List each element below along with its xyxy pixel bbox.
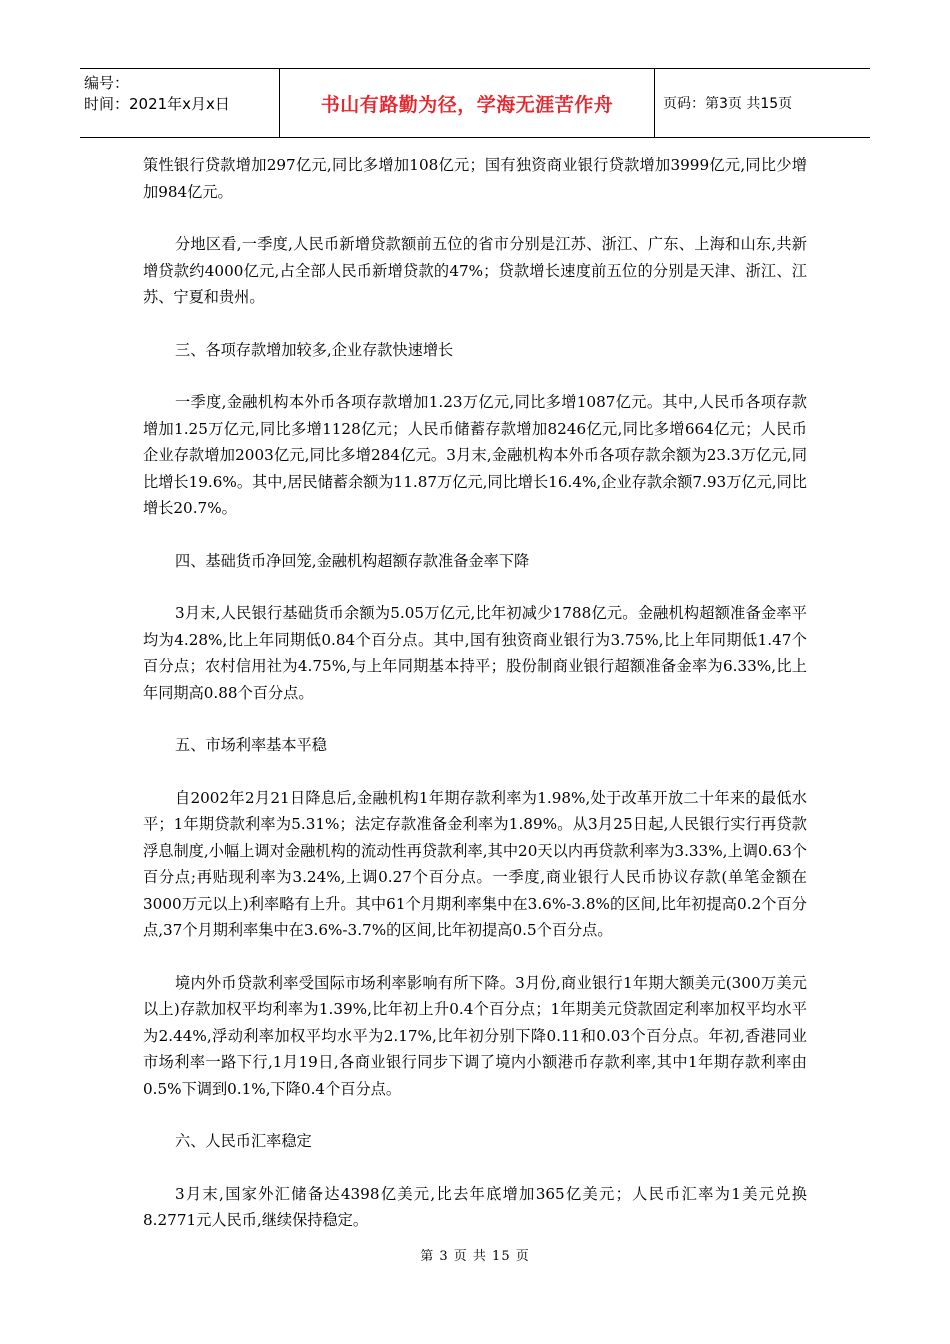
paragraph-exchange-rate: 3月末,国家外汇储备达4398亿美元,比去年底增加365亿美元；人民币汇率为1美元兑换8.2771元人民币,继续保持稳定。 xyxy=(143,1184,807,1229)
page-footer: 第 3 页 共 15 页 xyxy=(420,1249,530,1264)
paragraph-regional-loans: 分地区看,一季度,人民币新增贷款额前五位的省市分别是江苏、浙江、广东、上海和山东,共新增贷款约4000亿元,占全部人民币新增贷款的47%；贷款增长速度前五位的分别是天津、浙江、江苏、宁夏和贵州。 xyxy=(143,235,807,306)
section-heading-deposits: 三、各项存款增加较多,企业存款快速增长 xyxy=(175,340,454,359)
header-meta xyxy=(80,69,280,137)
paragraph-continued: 策性银行贷款增加297亿元,同比多增加108亿元；国有独资商业银行贷款增加3999亿元,同比少增加984亿元。 xyxy=(143,156,807,201)
paragraph-interest-rates: 自2002年2月21日降息后,金融机构1年期存款利率为1.98%,处于改革开放二十年来的最低水平；1年期贷款利率为5.31%；法定存款准备金利率为1.89%。从3月25日起,人民银行实行再贷款浮息制度,小幅上调对金融机构的流动性再贷款利率,其中20天以内再贷款利率为3.33%,上调0.63个百分点;再贴现利率为3.24%,上调0.27个百分点。一季度,商业银行人民币协议存款(单笔金额在3000万元以上)利率略有上升。其中61个月期利率集中在3.6%-3.8%的区间,比年初提高0.2个百分点,37个月期利率集中在3.6%-3.7%的区间,比年初提高0.5个百分点。 xyxy=(143,788,807,939)
section-heading-interest-rates: 五、市场利率基本平稳 xyxy=(175,736,327,754)
document-body xyxy=(143,152,807,1260)
section-heading-exchange-rate: 六、人民币汇率稳定 xyxy=(175,1132,312,1150)
header-page-info: 页码：第3页 共15页 xyxy=(663,96,793,112)
section-heading-base-money: 四、基础货币净回笼,金融机构超额存款准备金率下降 xyxy=(175,551,530,570)
header-number-label: 编号： xyxy=(84,74,130,92)
paragraph-base-money: 3月末,人民银行基础货币余额为5.05万亿元,比年初减少1788亿元。金融机构超额准备金率平均为4.28%,比上年同期低0.84个百分点。其中,国有独资商业银行为3.75%,比上年同期低1.47个百分点；农村信用社为4.75%,与上年同期基本持平；股份制商业银行超额准备金率为6.33%,比上年同期高0.88个百分点。 xyxy=(143,604,807,702)
header-motto: 书山有路勤为径，学海无涯苦作舟 xyxy=(280,69,655,137)
page-header xyxy=(80,68,870,138)
paragraph-foreign-currency-rates: 境内外币贷款利率受国际市场利率影响有所下降。3月份,商业银行1年期大额美元(300万美元以上)存款加权平均利率为1.39%,比年初上升0.4个百分点；1年期美元贷款固定利率加权平均水平为2.44%,浮动利率加权平均水平为2.17%,比年初分别下降0.11和0.03个百分点。年初,香港同业市场利率一路下行,1月19日,各商业银行同步下调了境内小额港币存款利率,其中1年期存款利率由0.5%下调到0.1%,下降0.4个百分点。 xyxy=(143,973,807,1098)
paragraph-deposits: 一季度,金融机构本外币各项存款增加1.23万亿元,同比多增1087亿元。其中,人民币各项存款增加1.25万亿元,同比多增1128亿元；人民币储蓄存款增加8246亿元,同比多增664亿元；人民币企业存款增加2003亿元,同比多增284亿元。3月末,金融机构本外币各项存款余额为23.3万亿元,同比增长19.6%。其中,居民储蓄余额为11.87万亿元,同比增长16.4%,企业存款余额7.93万亿元,同比增长20.7%。 xyxy=(143,393,807,517)
header-date-label: 时间：2021年x月x日 xyxy=(84,95,230,113)
